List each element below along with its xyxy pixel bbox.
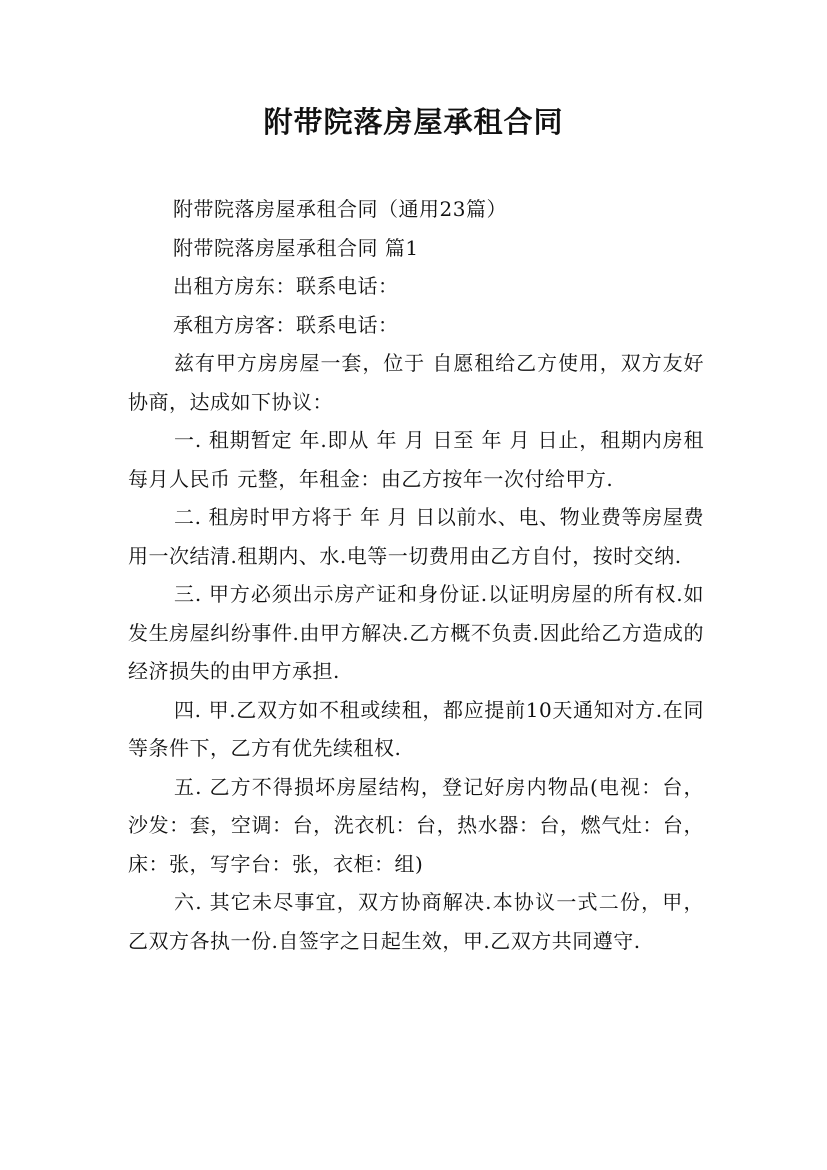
section-heading: 附带院落房屋承租合同 篇1 [173, 235, 419, 260]
clause-1: 一. 租期暂定 年.即从 年 月 日至 年 月 日止，租期内房租每月人民币 元整，年租金：由乙方按年一次付给甲方. [128, 428, 704, 491]
clause-5: 五. 乙方不得损坏房屋结构，登记好房内物品(电视：台，沙发：套，空调：台，洗衣机：台，热水器：台，燃气灶：台，床：张，写字台：张，衣柜：组) [128, 774, 704, 876]
clause-3: 三. 甲方必须出示房产证和身份证.以证明房屋的所有权.如发生房屋纠纷事件.由甲方解决.乙方概不负责.因此给乙方造成的经济损失的由甲方承担. [128, 582, 704, 683]
clause-4: 四. 甲.乙双方如不租或续租，都应提前10天通知对方.在同等条件下，乙方有优先续租权. [128, 697, 704, 760]
lessor-line: 出租方房东：联系电话： [173, 274, 399, 298]
clause-2: 二. 租房时甲方将于 年 月 日以前水、电、物业费等房屋费用一次结清.租期内、水.电等一切费用由乙方自付，按时交纳. [128, 505, 704, 568]
lessee-line: 承租方房客：联系电话： [173, 312, 399, 337]
document-subtitle: 附带院落房屋承租合同（通用23篇） [173, 197, 507, 221]
intro-paragraph: 兹有甲方房房屋一套，位于 自愿租给乙方使用，双方友好协商，达成如下协议： [128, 351, 704, 414]
document-body [128, 190, 704, 960]
clause-6: 六. 其它未尽事宜，双方协商解决.本协议一式二份，甲，乙双方各执一份.自签字之日起生效，甲.乙双方共同遵守. [128, 890, 704, 953]
document-title: 附带院落房屋承租合同 [263, 105, 564, 139]
